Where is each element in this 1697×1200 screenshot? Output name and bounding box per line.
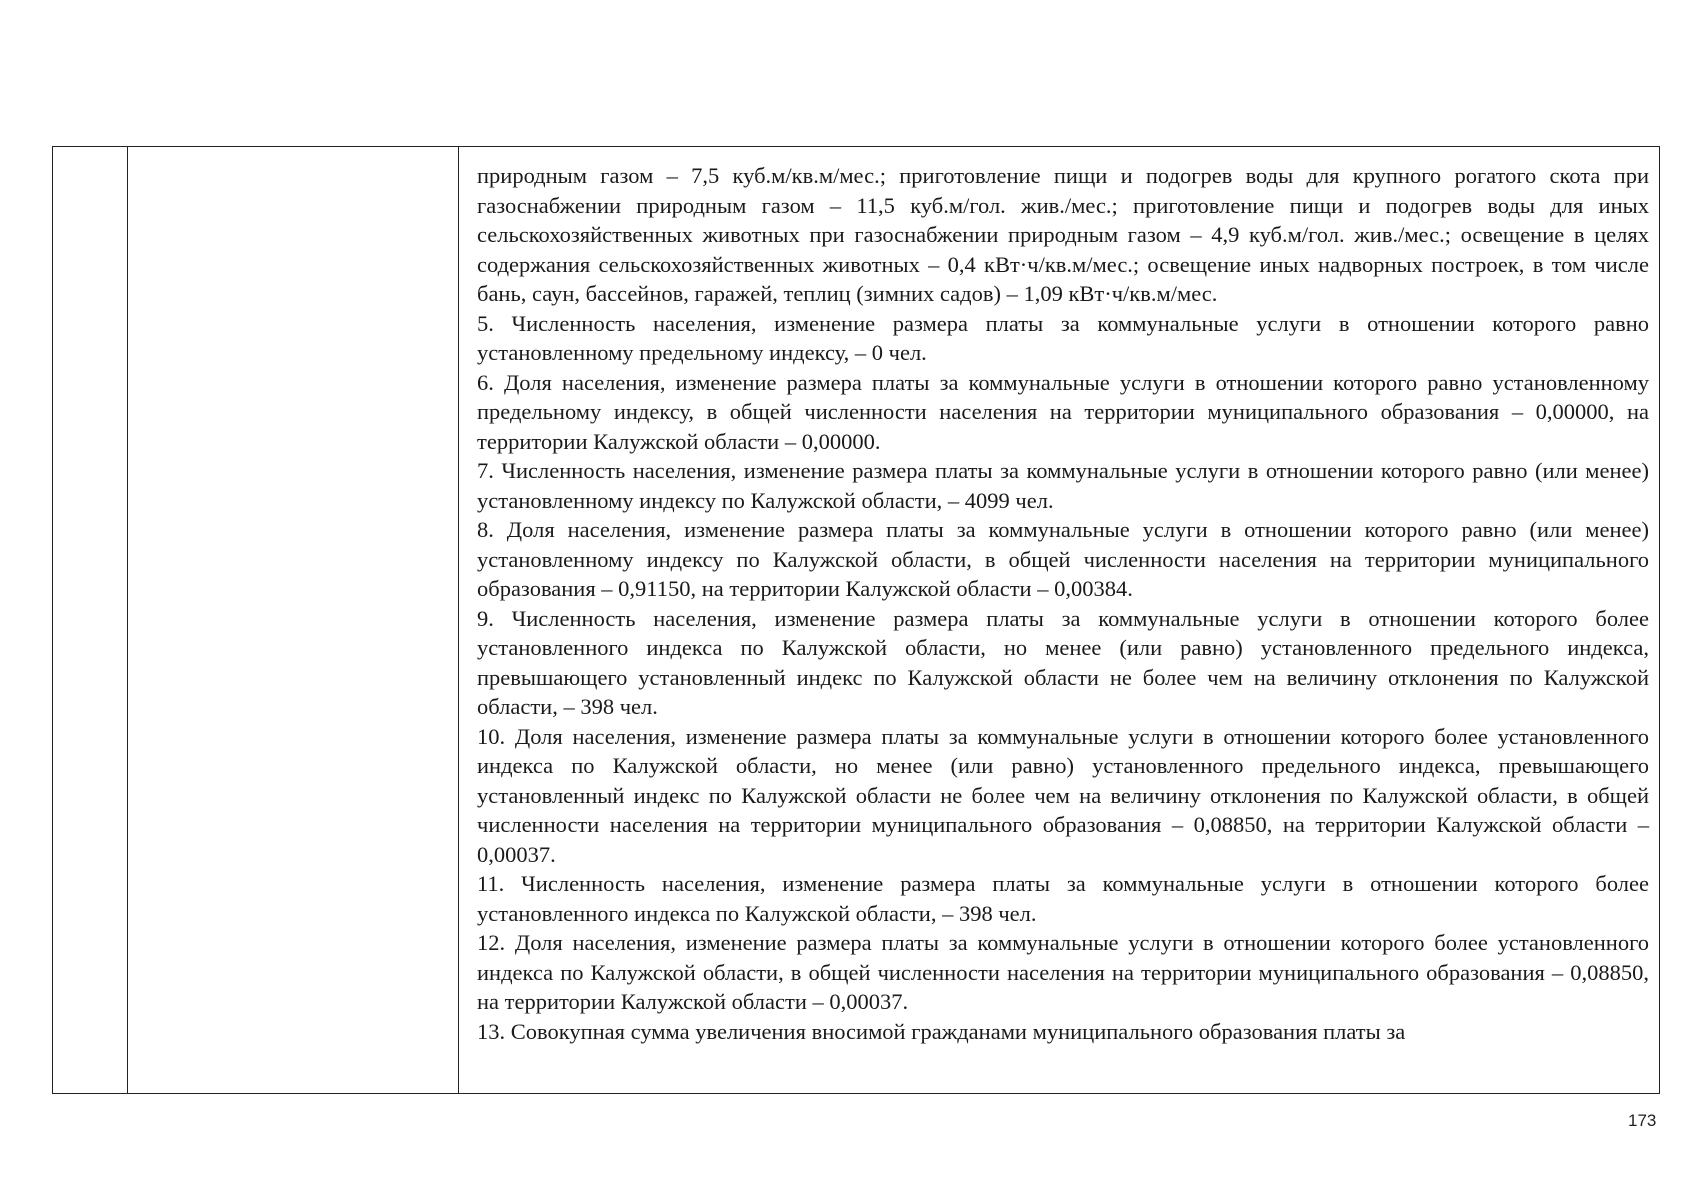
- paragraph-item-7: 7. Численность населения, изменение размера платы за коммунальные услуги в отношении которого равно (или менее) установленному индексу по Калужской области, – 4099 чел.: [477, 458, 1649, 513]
- document-table: [52, 146, 1660, 1094]
- paragraph-item-6: 6. Доля населения, изменение размера платы за коммунальные услуги в отношении которого равно установленному предельному индексу, в общей численности населения на территории муниципального образования – 0,00000, на территории Калужской области – 0,00000.: [477, 369, 1649, 454]
- column-divider-2: [458, 147, 459, 1093]
- paragraph-continuation: природным газом – 7,5 куб.м/кв.м/мес.; приготовление пищи и подогрев воды для крупного рогатого скота при газоснабжении природным газом – 11,5 куб.м/гол. жив./мес.; приготовление пищи и подогрев воды для иных сельскохозяйственных животных при газоснабжении природным газом – 4,9 куб.м/гол. жив./мес.; освещение в целях содержания сельскохозяйственных животных – 0,4 кВт·ч/кв.м/мес.; освещение иных надворных построек, в том числе бань, саун, бассейнов, гаражей, теплиц (зимних садов) – 1,09 кВт·ч/кв.м/мес.: [477, 163, 1649, 306]
- paragraph-item-12: 12. Доля населения, изменение размера платы за коммунальные услуги в отношении которого более установленного индекса по Калужской области, в общей численности населения на территории муниципального образования – 0,08850, на территории Калужской области – 0,00037.: [477, 930, 1649, 1014]
- column-divider-1: [127, 147, 128, 1093]
- paragraph-item-5: 5. Численность населения, изменение размера платы за коммунальные услуги в отношении которого равно установленному предельному индексу, – 0 чел.: [477, 310, 1649, 365]
- paragraph-item-11: 11. Численность населения, изменение размера платы за коммунальные услуги в отношении которого более установленного индекса по Калужской области, – 398 чел.: [477, 871, 1649, 926]
- page-number: 173: [1628, 1111, 1657, 1130]
- paragraph-item-9: 9. Численность населения, изменение размера платы за коммунальные услуги в отношении которого более установленного индекса по Калужской области, но менее (или равно) установленного предельного индекса, превышающего установленный индекс по Калужской области не более чем на величину отклонения по Калужской области, – 398 чел.: [477, 605, 1649, 719]
- table-text-cell: [477, 161, 1649, 1046]
- paragraph-item-8: 8. Доля населения, изменение размера платы за коммунальные услуги в отношении которого равно (или менее) установленному индексу по Калужской области, в общей численности населения на территории муниципального образования – 0,91150, на территории Калужской области – 0,00384.: [477, 517, 1649, 601]
- paragraph-item-13: 13. Совокупная сумма увеличения вносимой гражданами муниципального образования платы за: [477, 1018, 1406, 1044]
- paragraph-item-10: 10. Доля населения, изменение размера платы за коммунальные услуги в отношении которого более установленного индекса по Калужской области, но менее (или равно) установленного предельного индекса, превышающего установленный индекс по Калужской области не более чем на величину отклонения по Калужской области, в общей численности населения на территории муниципального образования – 0,08850, на территории Калужской области – 0,00037.: [477, 723, 1649, 867]
